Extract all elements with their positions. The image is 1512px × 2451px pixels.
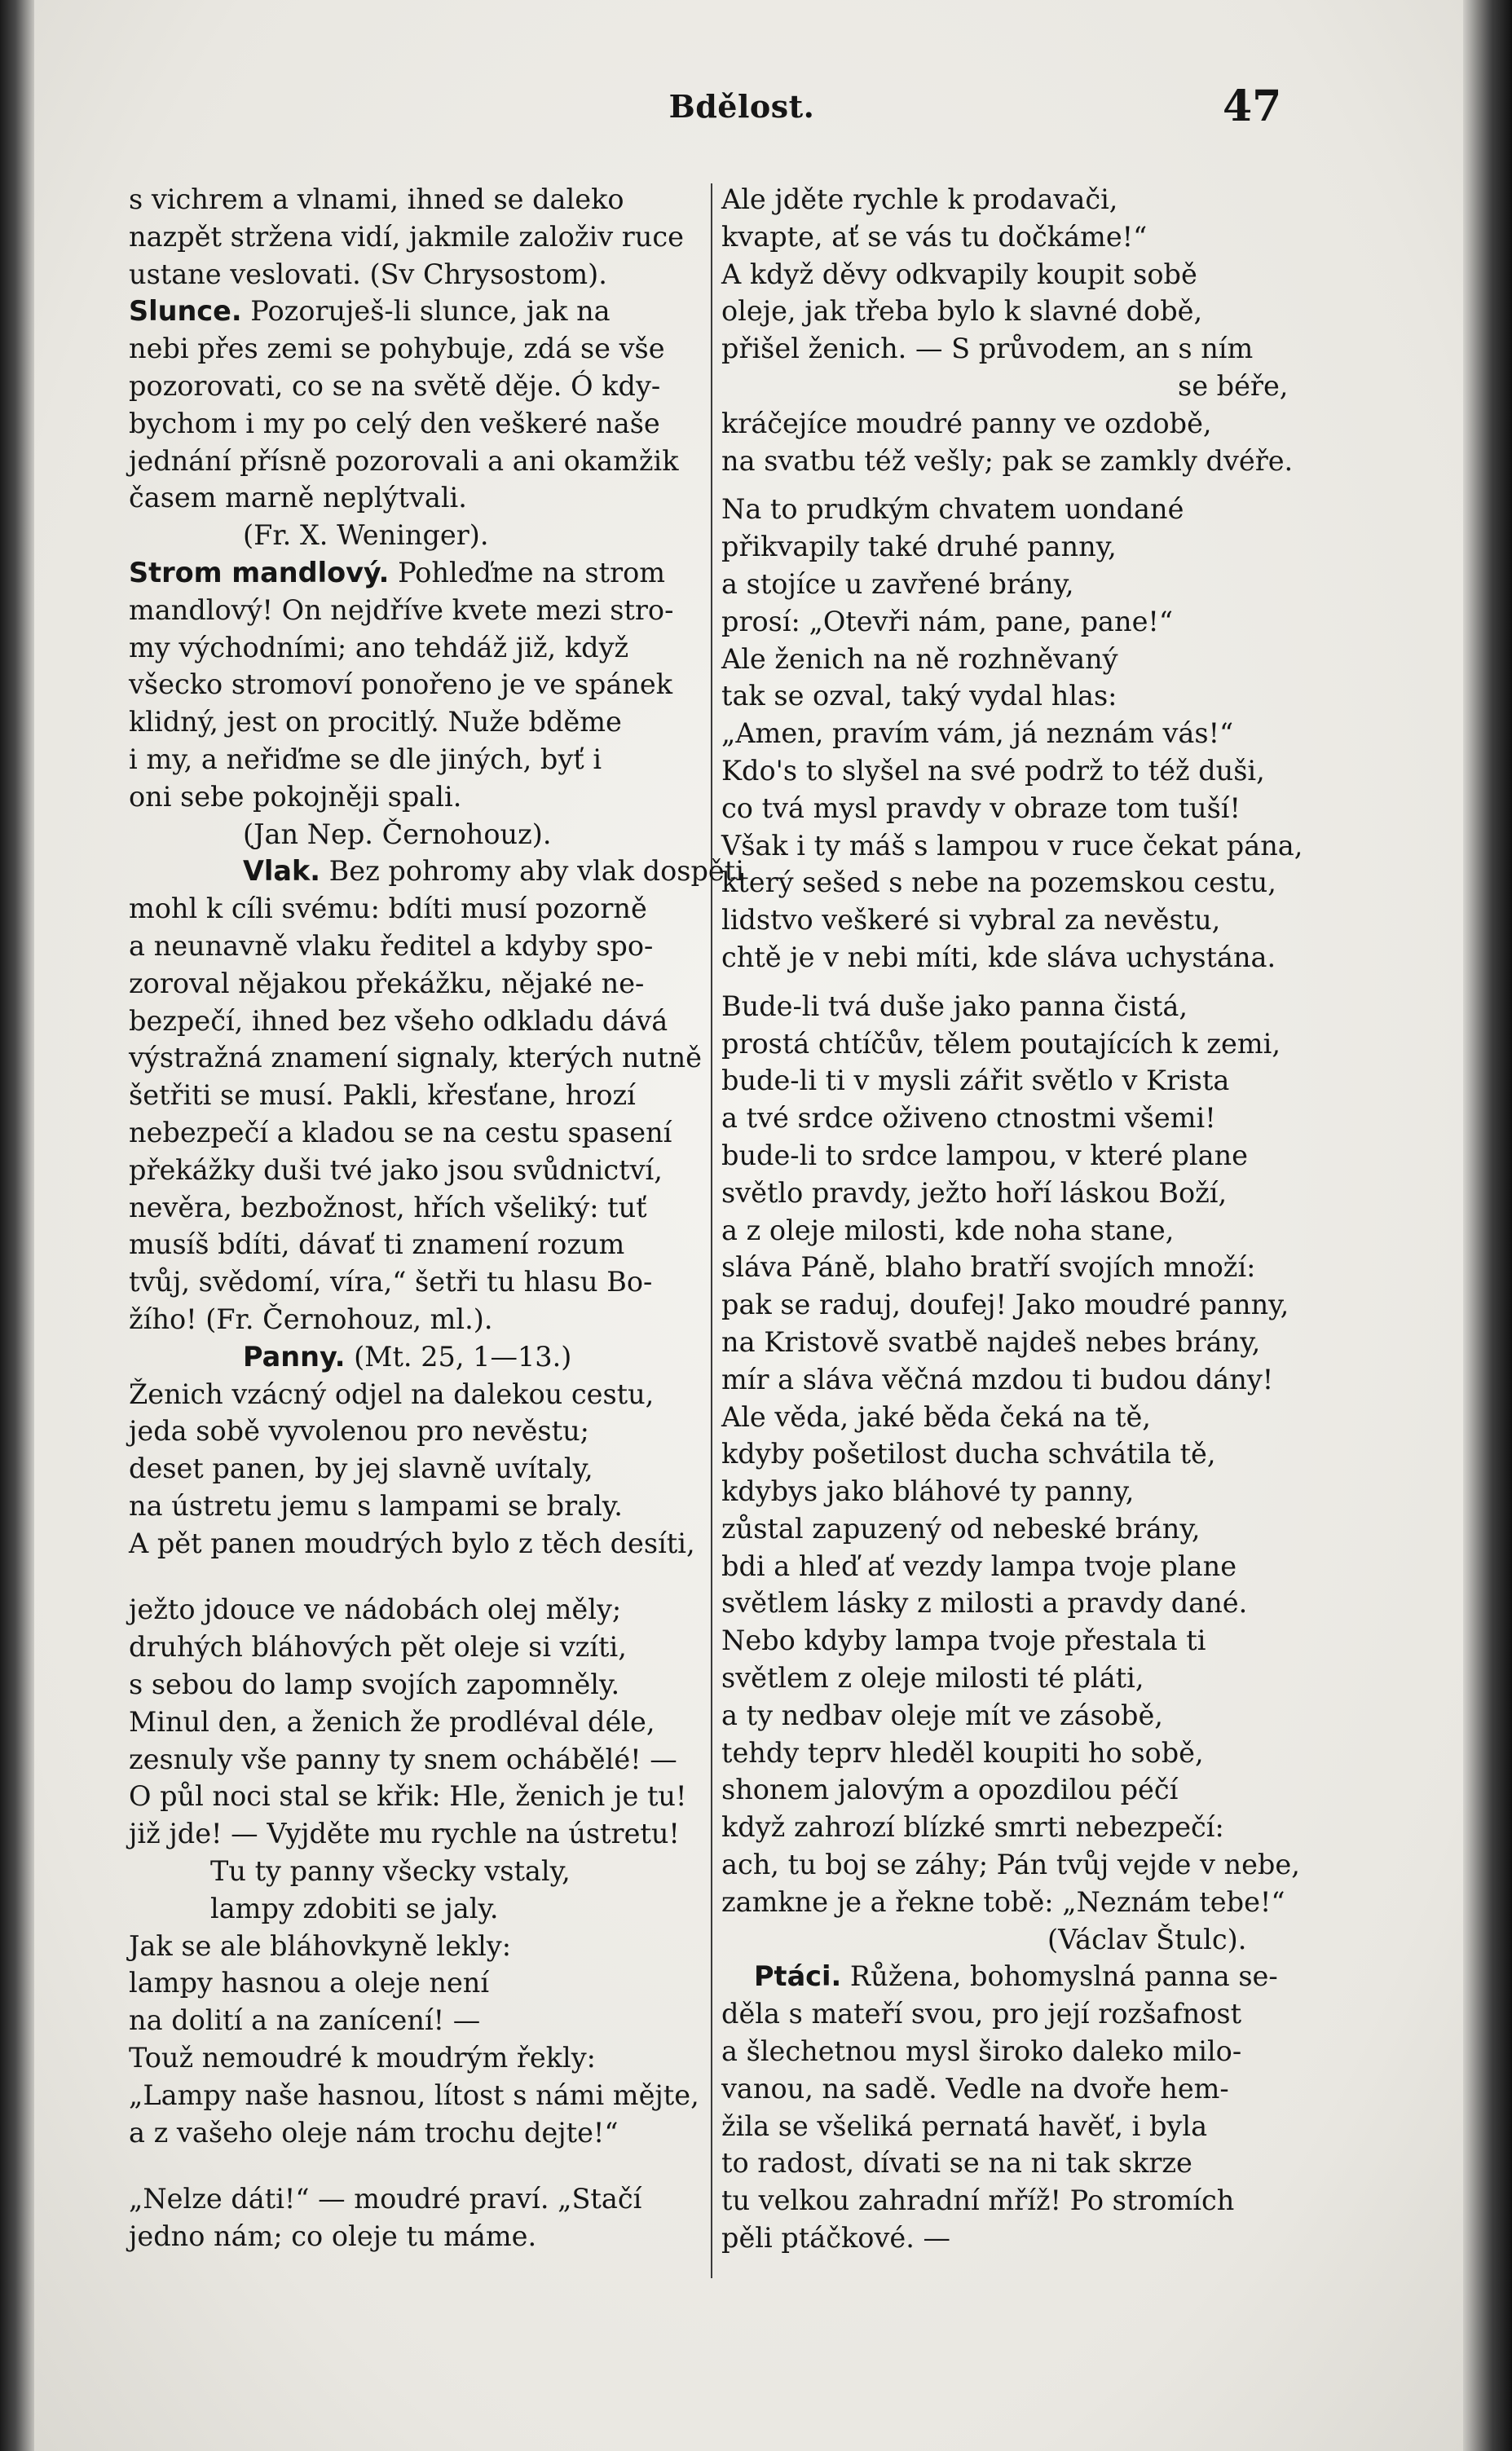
- text-line: [129, 965, 699, 1003]
- line-text: se béře,: [1178, 369, 1289, 402]
- text-line: [129, 1890, 699, 1928]
- text-line: [129, 1704, 699, 1741]
- line-text: časem marně neplýtvali.: [129, 482, 467, 514]
- line-text: zesnuly vše panny ty snem ochábělé! —: [129, 1743, 677, 1775]
- text-line: [129, 1189, 699, 1227]
- text-line: [129, 330, 699, 368]
- text-line: [721, 2220, 1296, 2257]
- text-line: [129, 1853, 699, 1890]
- text-line: [721, 715, 1296, 752]
- text-line: [129, 1039, 702, 1077]
- line-text: oleje, jak třeba bylo k slavné době,: [721, 295, 1203, 328]
- line-text: Jak se ale bláhovkyně lekly:: [129, 1929, 512, 1962]
- line-text: jednání přísně pozorovali a ani okamžik: [129, 444, 679, 477]
- text-line: [129, 1226, 699, 1263]
- text-line: [721, 2033, 1296, 2070]
- text-line: [721, 1361, 1296, 1399]
- line-text: když zahrozí blízké smrti nebezpečí:: [721, 1811, 1224, 1844]
- text-line: [129, 2039, 699, 2077]
- line-text: kdyby pošetilost ducha schvátila tě,: [721, 1438, 1216, 1470]
- line-text: vanou, na sadě. Vedle na dvoře hem-: [721, 2072, 1229, 2105]
- line-text: nebi přes zemi se pohybuje, zdá se vše: [129, 333, 665, 365]
- scan-shadow-left: [0, 0, 34, 2451]
- line-text: (Jan Nep. Černohouz).: [243, 818, 552, 850]
- line-text: který sešed s nebe na pozemskou cestu,: [721, 866, 1276, 899]
- line-text: Pohleďme na strom: [389, 556, 666, 589]
- line-text: lidstvo veškeré si vybral za nevěstu,: [721, 904, 1221, 937]
- text-line: [721, 1324, 1296, 1361]
- line-text: a ty nedbav oleje mít ve zásobě,: [721, 1699, 1163, 1731]
- line-text: Růžena, bohomyslná panna se-: [841, 1960, 1278, 1993]
- line-text: pozorovati, co se na světě děje. Ó kdy-: [129, 369, 661, 402]
- line-text: lampy zdobiti se jaly.: [210, 1892, 499, 1924]
- line-text: co tvá mysl pravdy v obraze tom tuší!: [721, 791, 1241, 824]
- text-line: [129, 2077, 699, 2114]
- text-line: [721, 1175, 1296, 1212]
- line-text: mír a sláva věčná mzdou ti budou dány!: [721, 1363, 1274, 1395]
- column-divider: [711, 183, 712, 2278]
- text-line: [721, 181, 1296, 218]
- line-text: na Kristově svatbě najdeš nebes brány,: [721, 1325, 1261, 1358]
- text-line: [129, 928, 699, 965]
- line-text: lampy hasnou a oleje není: [129, 1967, 490, 1999]
- text-line: [129, 629, 699, 667]
- text-line: [129, 405, 699, 443]
- text-line: [129, 1301, 699, 1338]
- left-column: [129, 181, 744, 2255]
- text-line: [129, 666, 699, 703]
- line-text: bezpečí, ihned bez všeho odkladu dává: [129, 1004, 668, 1037]
- line-text: A když děvy odkvapily koupit sobě: [721, 258, 1197, 290]
- line-text: mandlový! On nejdříve kvete mezi stro-: [129, 593, 674, 626]
- line-text: mohl k cíli svému: bdíti musí pozorně: [129, 893, 647, 925]
- text-line: [721, 1212, 1296, 1250]
- text-line: [721, 939, 1296, 976]
- line-text: děla s mateří svou, pro její rozšafnost: [721, 1998, 1242, 2030]
- text-line: [721, 1846, 1300, 1884]
- line-text: musíš bdíti, dávať ti znamení rozum: [129, 1228, 625, 1261]
- text-line: [721, 988, 1296, 1025]
- line-text: světlem z oleje milosti té pláti,: [721, 1662, 1144, 1695]
- line-text: výstražná znamení signaly, kterých nutně: [129, 1042, 702, 1074]
- line-text: a tvé srdce oživeno ctnostmi všemi!: [721, 1102, 1216, 1135]
- text-line: [721, 1548, 1296, 1585]
- text-line: [721, 1921, 1296, 1959]
- right-column: [721, 181, 1303, 2257]
- line-text: na svatbu též vešly; pak se zamkly dvéře.: [721, 444, 1294, 477]
- text-line: [721, 2145, 1296, 2182]
- line-text: bude-li to srdce lampou, v které plane: [721, 1139, 1248, 1171]
- line-text: Bez pohromy aby vlak dospěti: [320, 855, 744, 888]
- line-text: světlo pravdy, ježto hoří láskou Boží,: [721, 1176, 1228, 1209]
- line-text: (Fr. X. Weninger).: [243, 519, 489, 552]
- text-line: [129, 554, 699, 592]
- text-line: [721, 752, 1296, 790]
- text-line: [129, 1413, 699, 1450]
- text-line: [721, 1025, 1296, 1063]
- text-line: [721, 1435, 1296, 1473]
- text-line: [721, 1697, 1296, 1735]
- line-text: na dolití a na zanícení! —: [129, 2004, 481, 2037]
- line-text: zoroval nějakou překážku, nějaké ne-: [129, 967, 645, 999]
- text-line: [721, 1995, 1296, 2033]
- line-text: bychom i my po celý den veškeré naše: [129, 407, 660, 439]
- line-text: i my, a neřiďme se dle jiných, byť i: [129, 743, 602, 775]
- text-line: [129, 1629, 699, 1666]
- page-number: 47: [1223, 82, 1282, 131]
- line-text: jedno nám; co oleje tu máme.: [129, 2220, 537, 2253]
- line-text: žila se všeliká pernatá havěť, i byla: [721, 2109, 1208, 2142]
- text-line: [721, 1622, 1296, 1660]
- text-line: [721, 293, 1296, 330]
- line-text: Ale ženich na ně rozhněvaný: [721, 642, 1118, 675]
- text-line: [129, 816, 699, 853]
- line-text: a stojíce u zavřené brány,: [721, 567, 1074, 600]
- text-line: [721, 827, 1303, 865]
- line-text: všecko stromoví ponořeno je ve spánek: [129, 668, 673, 701]
- line-text: nazpět stržena vidí, jakmile založiv ruce: [129, 220, 684, 253]
- text-line: [129, 1152, 699, 1189]
- text-line: [721, 405, 1296, 443]
- text-line: [129, 1964, 699, 2002]
- text-line: [129, 2180, 699, 2218]
- line-text: Touž nemoudré k moudrým řekly:: [129, 2042, 596, 2074]
- line-text: Ženich vzácný odjel na dalekou cestu,: [129, 1378, 655, 1410]
- text-line: [129, 293, 699, 330]
- text-line: [721, 901, 1296, 939]
- text-line: [721, 491, 1296, 528]
- line-text: s sebou do lamp svojích zapomněly.: [129, 1669, 620, 1701]
- line-text: oni sebe pokojněji spali.: [129, 780, 462, 813]
- line-text: ježto jdouce ve nádobách olej měly;: [129, 1594, 622, 1626]
- text-line: [129, 2114, 699, 2152]
- line-text: tvůj, svědomí, víra,“ šetři tu hlasu Bo-: [129, 1266, 653, 1298]
- line-text: tu velkou zahradní mříž! Po stromích: [721, 2184, 1235, 2217]
- line-text: prosí: „Otevři nám, pane, pane!“: [721, 605, 1174, 637]
- stanza-gap: [129, 1562, 699, 1591]
- line-text: šetřiti se musí. Pakli, křesťane, hrozí: [129, 1079, 636, 1112]
- line-text: překážky duši tvé jako jsou svůdnictví,: [129, 1153, 663, 1186]
- line-text: Ale věda, jaké běda čeká na tě,: [721, 1400, 1151, 1433]
- line-text: bude-li ti v mysli zářit světlo v Krista: [721, 1065, 1230, 1097]
- line-text: A pět panen moudrých bylo z těch desíti,: [129, 1527, 695, 1559]
- line-text: Však i ty máš s lampou v ruce čekat pána,: [721, 829, 1303, 862]
- text-line: [129, 517, 699, 554]
- line-text: klidný, jest on procitlý. Nuže bděme: [129, 706, 622, 738]
- line-text: tak se ozval, taký vydal hlas:: [721, 680, 1117, 712]
- line-text: Minul den, a ženich že prodléval déle,: [129, 1705, 655, 1738]
- line-text: tehdy teprv hleděl koupiti ho sobě,: [721, 1736, 1204, 1769]
- text-line: [129, 1376, 699, 1413]
- line-text: a neunavně vlaku ředitel a kdyby spo-: [129, 929, 654, 962]
- text-line: [129, 218, 699, 256]
- text-line: [129, 1666, 699, 1704]
- text-line: [721, 2070, 1296, 2108]
- line-text: druhých bláhových pět oleje si vzíti,: [129, 1631, 627, 1664]
- line-text: „Lampy naše hasnou, lítost s námi mějte,: [129, 2079, 699, 2111]
- line-text: zamkne je a řekne tobě: „Neznám tebe!“: [721, 1885, 1285, 1918]
- line-text: s vichrem a vlnami, ihned se daleko: [129, 183, 624, 215]
- line-text: žího! (Fr. Černohouz, ml.).: [129, 1303, 493, 1335]
- text-line: [721, 2182, 1296, 2220]
- text-line: [129, 368, 699, 405]
- text-line: [721, 864, 1296, 901]
- line-text: a z oleje milosti, kde noha stane,: [721, 1214, 1175, 1246]
- line-text: (Mt. 25, 1—13.): [345, 1340, 572, 1373]
- text-line: [129, 1928, 699, 1965]
- text-line: [129, 890, 699, 928]
- text-line: [721, 2108, 1296, 2145]
- line-text: nevěra, bezbožnost, hřích všeliký: tuť: [129, 1191, 647, 1223]
- text-line: [129, 1815, 699, 1853]
- text-line: [721, 1100, 1296, 1137]
- text-line: [129, 703, 699, 741]
- line-text: na ústretu jemu s lampami se braly.: [129, 1489, 623, 1522]
- text-line: [721, 1473, 1296, 1510]
- text-line: [721, 603, 1296, 641]
- line-text: shonem jalovým a opozdilou péčí: [721, 1774, 1179, 1806]
- line-text: světlem lásky z milosti a pravdy dané.: [721, 1587, 1248, 1620]
- line-text: a šlechetnou mysl široko daleko milo-: [721, 2035, 1242, 2068]
- text-line: [129, 2002, 699, 2039]
- text-line: [129, 1450, 699, 1488]
- text-line: [129, 1338, 699, 1376]
- line-text: „Nelze dáti!“ — moudré praví. „Stačí: [129, 2183, 642, 2215]
- line-text: ach, tu boj se záhy; Pán tvůj vejde v nebe,: [721, 1849, 1300, 1881]
- line-text: Kdo's to slyšel na své podrž to též duši,: [721, 754, 1265, 787]
- line-text: kdybys jako bláhové ty panny,: [721, 1475, 1135, 1508]
- text-line: [721, 1809, 1296, 1846]
- text-line: [721, 1399, 1296, 1436]
- line-text: to radost, dívati se na ni tak skrze: [721, 2147, 1192, 2180]
- text-line: [129, 853, 744, 890]
- section-heading: Panny.: [243, 1340, 346, 1373]
- text-line: [721, 641, 1296, 678]
- line-text: Pozoruješ-li slunce, jak na: [241, 295, 611, 328]
- line-text: přišel ženich. — S průvodem, an s ním: [721, 333, 1254, 365]
- text-line: [129, 1077, 699, 1114]
- line-text: chtě je v nebi míti, kde sláva uchystána.: [721, 941, 1276, 973]
- text-line: [721, 1958, 1296, 1995]
- line-text: ustane veslovati. (Sv Chrysostom).: [129, 258, 607, 290]
- text-line: [721, 1137, 1296, 1175]
- line-text: kráčejíce moudré panny ve ozdobě,: [721, 407, 1212, 439]
- text-line: [721, 256, 1296, 293]
- line-text: zůstal zapuzený od nebeské brány,: [721, 1512, 1201, 1545]
- section-heading: Strom mandlový.: [129, 556, 390, 589]
- text-line: [129, 1591, 699, 1629]
- line-text: O půl noci stal se křik: Hle, ženich je tu!: [129, 1780, 687, 1813]
- text-line: [129, 2218, 699, 2255]
- line-text: prostá chtíčův, tělem poutajících k zemi,: [721, 1027, 1281, 1060]
- line-text: Ale jděte rychle k prodavači,: [721, 183, 1118, 215]
- text-line: [721, 1660, 1296, 1697]
- stanza-gap: [129, 2151, 699, 2180]
- text-line: [721, 528, 1296, 566]
- line-text: nebezpečí a kladou se na cestu spasení: [129, 1116, 672, 1148]
- line-text: „Amen, pravím vám, já neznám vás!“: [721, 717, 1234, 750]
- text-line: [721, 566, 1296, 603]
- stanza-gap: [721, 976, 1296, 988]
- text-line: [721, 330, 1296, 368]
- line-text: deset panen, by jej slavně uvítaly,: [129, 1453, 593, 1485]
- text-line: [129, 1114, 699, 1152]
- line-text: již jde! — Vyjděte mu rychle na ústretu!: [129, 1818, 680, 1850]
- text-line: [129, 1488, 699, 1525]
- text-line: [129, 256, 699, 293]
- section-heading: Ptáci.: [754, 1960, 842, 1993]
- text-line: [129, 741, 699, 778]
- stanza-gap: [721, 479, 1296, 491]
- text-line: [721, 1771, 1296, 1809]
- text-line: [721, 443, 1296, 480]
- text-line: [129, 1263, 699, 1301]
- line-text: pěli ptáčkové. —: [721, 2222, 951, 2255]
- line-text: sláva Páně, blaho bratří svojích množí:: [721, 1251, 1256, 1284]
- text-line: [721, 1884, 1296, 1921]
- text-line: [129, 592, 699, 629]
- text-line: [721, 1062, 1296, 1100]
- text-line: [721, 1249, 1296, 1286]
- text-line: [721, 1510, 1296, 1548]
- line-text: Nebo kdyby lampa tvoje přestala ti: [721, 1624, 1206, 1657]
- text-line: [129, 1741, 699, 1779]
- line-text: a z vašeho oleje nám trochu dejte!“: [129, 2116, 619, 2149]
- text-line: [129, 1778, 699, 1815]
- text-line: [721, 790, 1296, 827]
- text-line: [721, 1585, 1296, 1622]
- text-line: [721, 677, 1296, 715]
- text-line: [129, 181, 699, 218]
- line-text: my východními; ano tehdáž již, když: [129, 631, 629, 663]
- text-line: [129, 479, 699, 517]
- line-text: přikvapily také druhé panny,: [721, 531, 1117, 563]
- text-line: [129, 1003, 699, 1040]
- line-text: kvapte, ať se vás tu dočkáme!“: [721, 220, 1148, 253]
- line-text: Na to prudkým chvatem uondané: [721, 493, 1184, 526]
- line-text: pak se raduj, doufej! Jako moudré panny,: [721, 1289, 1289, 1321]
- text-line: [129, 778, 699, 816]
- line-text: Tu ty panny všecky vstaly,: [210, 1855, 571, 1888]
- section-heading: Vlak.: [243, 855, 321, 888]
- text-line: [721, 1735, 1296, 1772]
- section-heading: Slunce.: [129, 295, 242, 328]
- text-line: [721, 218, 1296, 256]
- text-line: [721, 368, 1296, 405]
- running-header: Bdělost.: [668, 88, 815, 125]
- text-line: [129, 1525, 699, 1563]
- line-text: jeda sobě vyvolenou pro nevěstu;: [129, 1415, 589, 1448]
- text-line: [721, 1286, 1296, 1324]
- text-line: [129, 443, 699, 480]
- line-text: bdi a hleď ať vezdy lampa tvoje plane: [721, 1550, 1237, 1582]
- scan-shadow-right: [1463, 0, 1512, 2451]
- line-text: Bude-li tvá duše jako panna čistá,: [721, 990, 1188, 1022]
- line-text: (Václav Štulc).: [1047, 1923, 1247, 1955]
